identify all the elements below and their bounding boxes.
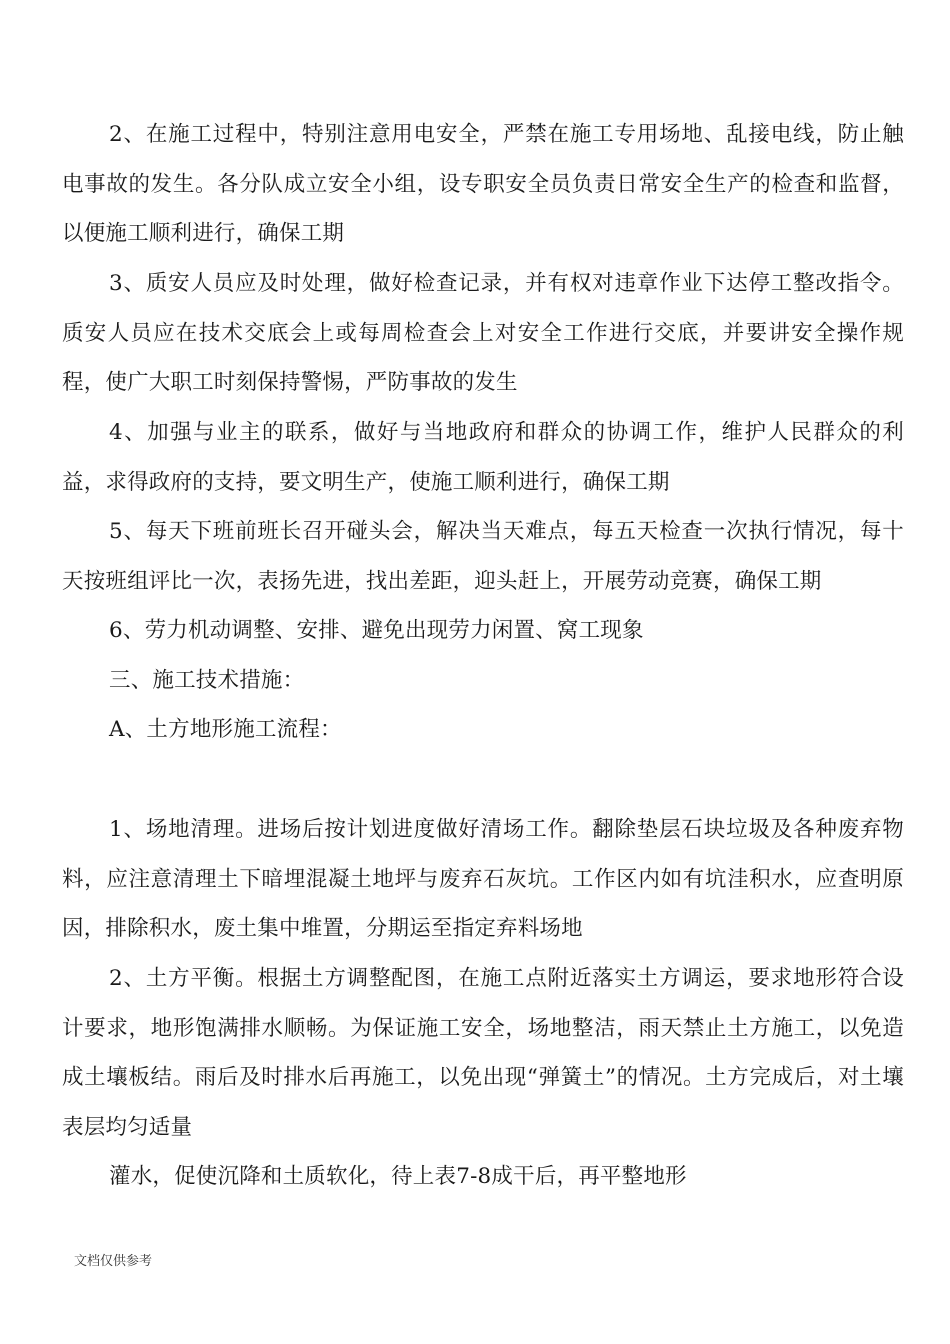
paragraph-earthwork-balance: 2、土方平衡。根据土方调整配图，在施工点附近落实土方调运，要求地形符合设计要求，地形饱满排水顺畅。为保证施工安全，场地整洁，雨天禁止土方施工，以免造成土壤板结。雨后及时排水后再施工，以免出现“弹簧土”的情况。土方完成后，对土壤表层均匀适量 — [62, 966, 904, 1140]
paragraph-owner-liaison: 4、加强与业主的联系，做好与当地政府和群众的协调工作，维护人民群众的利益，求得政府的支持，要文明生产，使施工顺利进行，确保工期 — [62, 420, 904, 495]
paragraph-labor-adjustment: 6、劳力机动调整、安排、避免出现劳力闲置、窝工现象 — [109, 618, 644, 643]
paragraph-site-clearing: 1、场地清理。进场后按计划进度做好清场工作。翻除垫层石块垃圾及各种废弃物料，应注意清理土下暗埋混凝土地坪与废弃石灰坑。工作区内如有坑洼积水，应查明原因，排除积水，废土集中堆置，分期运至指定弃料场地 — [62, 817, 904, 941]
paragraph-electrical-safety: 2、在施工过程中，特别注意用电安全，严禁在施工专用场地、乱接电线，防止触电事故的发生。各分队成立安全小组，设专职安全员负责日常安全生产的检查和监督，以便施工顺利进行，确保工期 — [62, 122, 904, 246]
subsection-heading-earthwork-process: A、土方地形施工流程： — [109, 717, 342, 742]
paragraph-daily-meeting: 5、每天下班前班长召开碰头会，解决当天难点，每五天检查一次执行情况，每十天按班组评比一次，表扬先进，找出差距，迎头赶上，开展劳动竞赛，确保工期 — [62, 519, 904, 594]
footer-note: 文档仅供参考 — [74, 1254, 153, 1269]
paragraph-irrigation-leveling: 灌水，促使沉降和土质软化，待上表7-8成干后，再平整地形 — [109, 1164, 687, 1189]
section-heading-technical-measures: 三、施工技术措施： — [109, 668, 305, 693]
paragraph-quality-safety-staff: 3、质安人员应及时处理，做好检查记录，并有权对违章作业下达停工整改指令。质安人员应在技术交底会上或每周检查会上对安全工作进行交底，并要讲安全操作规程，使广大职工时刻保持警惕，严防事故的发生 — [62, 271, 904, 395]
